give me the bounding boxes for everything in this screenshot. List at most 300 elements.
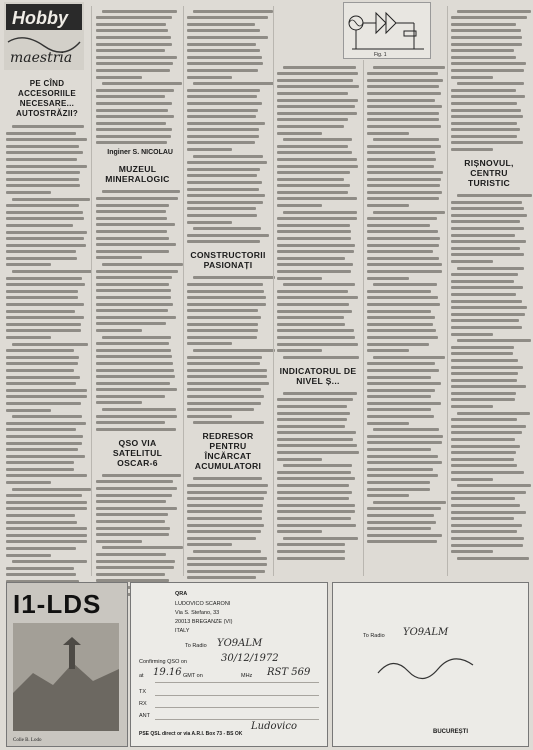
text-line bbox=[6, 494, 82, 497]
text-line bbox=[6, 263, 51, 266]
text-line bbox=[451, 471, 524, 474]
text-line bbox=[187, 323, 258, 326]
logo-subtitle: maestria bbox=[10, 50, 73, 66]
article-text-column6-top bbox=[451, 10, 527, 151]
text-line bbox=[367, 455, 438, 458]
qsl-photo bbox=[13, 623, 119, 731]
text-line bbox=[187, 168, 260, 171]
text-line bbox=[367, 244, 439, 247]
text-line bbox=[6, 224, 73, 227]
text-line bbox=[96, 29, 168, 32]
text-line bbox=[6, 145, 79, 148]
article-text-risnov bbox=[451, 194, 527, 560]
text-line bbox=[451, 372, 518, 375]
article-heading-muzeul: MUZEUL MINERALOGIC bbox=[105, 164, 170, 185]
text-line bbox=[6, 237, 84, 240]
qsl-callsign: I1-LDS bbox=[13, 589, 102, 619]
text-line bbox=[367, 362, 435, 365]
text-line bbox=[277, 112, 357, 115]
text-line bbox=[367, 92, 441, 95]
text-line bbox=[187, 201, 263, 204]
article-text-constructorii bbox=[187, 276, 269, 424]
text-line bbox=[367, 105, 442, 108]
text-line bbox=[367, 204, 409, 207]
text-line bbox=[187, 188, 259, 191]
text-line bbox=[96, 250, 169, 253]
text-line bbox=[451, 49, 514, 52]
text-line bbox=[96, 428, 176, 431]
text-line bbox=[451, 69, 524, 72]
text-line bbox=[367, 151, 435, 154]
text-line bbox=[451, 333, 493, 336]
column-divider bbox=[183, 6, 184, 576]
circuit-schematic bbox=[343, 2, 431, 59]
text-line bbox=[6, 554, 51, 557]
text-line bbox=[96, 89, 174, 92]
text-line bbox=[96, 210, 166, 213]
text-line bbox=[187, 115, 256, 118]
text-line bbox=[96, 480, 173, 483]
text-line bbox=[96, 69, 170, 72]
text-line bbox=[96, 513, 168, 516]
text-line bbox=[6, 138, 87, 141]
text-line bbox=[277, 310, 352, 313]
text-line bbox=[367, 310, 431, 313]
text-line bbox=[451, 201, 522, 204]
text-line bbox=[187, 510, 262, 513]
article-heading-indicator: INDICATORUL DE NIVEL Ș... bbox=[279, 365, 357, 386]
text-line bbox=[187, 484, 268, 487]
text-line bbox=[283, 283, 355, 286]
text-line bbox=[6, 567, 74, 570]
column-divider bbox=[91, 6, 92, 576]
text-line bbox=[283, 464, 352, 467]
article-text-qso-cont bbox=[187, 10, 269, 244]
text-line bbox=[96, 494, 172, 497]
text-line bbox=[6, 323, 81, 326]
text-line bbox=[187, 402, 261, 405]
qsl-photo-caption: Colle B. Lodo bbox=[13, 738, 42, 743]
text-line bbox=[6, 244, 86, 247]
text-line bbox=[6, 442, 82, 445]
text-line bbox=[451, 280, 514, 283]
text-line bbox=[277, 491, 352, 494]
text-line bbox=[187, 309, 258, 312]
text-line bbox=[187, 576, 256, 579]
text-line bbox=[277, 224, 350, 227]
text-line bbox=[367, 468, 433, 471]
text-line bbox=[451, 260, 493, 263]
text-line bbox=[96, 237, 169, 240]
text-line bbox=[283, 211, 357, 214]
qsl-address-3: ITALY bbox=[175, 628, 190, 634]
text-line bbox=[96, 507, 177, 510]
text-line bbox=[96, 62, 173, 65]
text-line bbox=[187, 356, 262, 359]
qsl-at-label: at bbox=[139, 673, 144, 679]
article-text-qso bbox=[96, 474, 179, 596]
text-line bbox=[457, 10, 531, 13]
text-line bbox=[96, 322, 166, 325]
text-line bbox=[457, 267, 524, 270]
text-line bbox=[187, 43, 256, 46]
text-line bbox=[367, 395, 431, 398]
text-line bbox=[451, 524, 522, 527]
text-line bbox=[96, 256, 142, 259]
text-line bbox=[277, 171, 350, 174]
text-line bbox=[187, 161, 267, 164]
text-line bbox=[451, 451, 516, 454]
text-line bbox=[193, 82, 274, 85]
text-line bbox=[96, 349, 171, 352]
column-2 bbox=[96, 6, 179, 601]
text-line bbox=[367, 296, 438, 299]
qsl-operator: LUDOVICO SCARONI bbox=[175, 601, 231, 607]
text-line bbox=[367, 132, 409, 135]
qsl-to-callsign: YO9ALM bbox=[217, 638, 263, 649]
text-line bbox=[96, 487, 177, 490]
text-line bbox=[187, 369, 267, 372]
text-line bbox=[102, 546, 183, 549]
text-line bbox=[373, 66, 445, 69]
text-line bbox=[457, 412, 530, 415]
text-line bbox=[6, 362, 78, 365]
text-line bbox=[102, 190, 180, 193]
text-line bbox=[277, 237, 351, 240]
text-line bbox=[451, 392, 516, 395]
text-line bbox=[277, 336, 355, 339]
qsl-confirming-label: Confirming QSO on bbox=[139, 659, 187, 665]
text-line bbox=[6, 132, 76, 135]
text-line bbox=[451, 273, 518, 276]
text-line bbox=[367, 343, 429, 346]
text-line bbox=[96, 520, 165, 523]
text-line bbox=[367, 85, 439, 88]
text-line bbox=[367, 270, 442, 273]
text-line bbox=[187, 135, 259, 138]
text-line bbox=[96, 527, 170, 530]
text-line bbox=[96, 540, 142, 543]
text-line bbox=[451, 385, 526, 388]
text-line bbox=[96, 230, 167, 233]
text-line bbox=[451, 352, 513, 355]
text-line bbox=[12, 488, 91, 491]
text-line bbox=[6, 507, 87, 510]
qsl-signature: Ludovico bbox=[251, 721, 297, 732]
text-line bbox=[367, 197, 439, 200]
text-line bbox=[277, 204, 322, 207]
text-line bbox=[367, 494, 409, 497]
text-line bbox=[451, 537, 524, 540]
text-line bbox=[6, 461, 74, 464]
text-line bbox=[6, 217, 84, 220]
text-line bbox=[451, 504, 520, 507]
text-line bbox=[457, 339, 531, 342]
qsl-card-report bbox=[130, 582, 328, 747]
text-line bbox=[451, 517, 514, 520]
text-line bbox=[451, 418, 517, 421]
text-line bbox=[367, 376, 431, 379]
text-line bbox=[187, 491, 267, 494]
text-line bbox=[367, 402, 441, 405]
text-line bbox=[451, 438, 515, 441]
text-line bbox=[451, 234, 515, 237]
text-line bbox=[6, 514, 75, 517]
text-line bbox=[6, 336, 51, 339]
text-line bbox=[451, 306, 527, 309]
text-line bbox=[96, 289, 171, 292]
text-line bbox=[96, 500, 166, 503]
qsl-rx-label: RX bbox=[139, 701, 147, 707]
text-line bbox=[6, 283, 85, 286]
text-line bbox=[367, 527, 431, 530]
text-line bbox=[187, 234, 269, 237]
qsl-qra-label: QRA bbox=[175, 591, 188, 597]
text-line bbox=[277, 178, 344, 181]
text-line bbox=[96, 135, 171, 138]
text-line bbox=[277, 550, 345, 553]
text-line bbox=[187, 497, 264, 500]
article-text-accesorii bbox=[6, 125, 88, 583]
text-line bbox=[193, 227, 261, 230]
text-line bbox=[451, 148, 493, 151]
text-line bbox=[187, 415, 232, 418]
column-divider bbox=[447, 6, 448, 576]
text-line bbox=[451, 550, 493, 553]
text-line bbox=[277, 398, 353, 401]
text-line bbox=[187, 174, 257, 177]
text-line bbox=[193, 477, 262, 480]
text-line bbox=[367, 250, 433, 253]
text-line bbox=[187, 329, 258, 332]
text-line bbox=[367, 257, 439, 260]
column-3 bbox=[187, 6, 269, 591]
text-line bbox=[451, 36, 522, 39]
text-line bbox=[187, 181, 262, 184]
text-line bbox=[277, 477, 355, 480]
text-line bbox=[451, 240, 526, 243]
text-line bbox=[367, 534, 442, 537]
text-line bbox=[277, 99, 358, 102]
text-line bbox=[96, 395, 165, 398]
text-line bbox=[96, 270, 178, 273]
text-line bbox=[277, 329, 354, 332]
text-line bbox=[277, 497, 349, 500]
text-line bbox=[6, 402, 81, 405]
text-line bbox=[451, 431, 522, 434]
text-line bbox=[187, 362, 260, 365]
text-line bbox=[277, 92, 348, 95]
text-line bbox=[6, 178, 79, 181]
text-line bbox=[373, 211, 445, 214]
text-line bbox=[367, 112, 439, 115]
text-line bbox=[96, 309, 168, 312]
text-line bbox=[6, 250, 76, 253]
text-line bbox=[367, 263, 442, 266]
qsl-ant-label: ANT bbox=[139, 713, 150, 719]
text-line bbox=[451, 530, 517, 533]
text-line bbox=[96, 303, 173, 306]
text-line bbox=[6, 540, 87, 543]
text-line bbox=[6, 191, 51, 194]
text-line bbox=[96, 329, 142, 332]
text-line bbox=[277, 105, 355, 108]
text-line bbox=[96, 76, 142, 79]
text-line bbox=[277, 250, 354, 253]
text-line bbox=[6, 329, 81, 332]
text-line bbox=[187, 89, 260, 92]
qsl-rst: RST 569 bbox=[267, 667, 311, 678]
text-line bbox=[373, 138, 439, 141]
text-line bbox=[96, 553, 166, 556]
text-line bbox=[451, 128, 520, 131]
text-line bbox=[451, 346, 514, 349]
text-line bbox=[187, 382, 269, 385]
text-line bbox=[96, 316, 176, 319]
text-line bbox=[187, 543, 232, 546]
text-line bbox=[187, 69, 258, 72]
text-line bbox=[451, 464, 517, 467]
text-line bbox=[96, 197, 178, 200]
text-line bbox=[367, 369, 439, 372]
text-line bbox=[277, 244, 355, 247]
text-line bbox=[277, 484, 349, 487]
qsl-card-2 bbox=[332, 582, 529, 747]
article-heading-risnov: RIȘNOVUL, CENTRU TURISTIC bbox=[464, 158, 514, 189]
text-line bbox=[6, 468, 74, 471]
text-line bbox=[6, 290, 78, 293]
text-line bbox=[96, 122, 166, 125]
qsl2-footer: BUCUREȘTI bbox=[433, 729, 469, 735]
text-line bbox=[6, 573, 76, 576]
text-line bbox=[367, 329, 436, 332]
text-line bbox=[451, 43, 522, 46]
text-line bbox=[187, 221, 232, 224]
text-line bbox=[277, 184, 350, 187]
article-text-muzeul bbox=[96, 190, 179, 430]
text-line bbox=[187, 537, 256, 540]
text-line bbox=[367, 72, 438, 75]
text-line bbox=[6, 501, 87, 504]
text-line bbox=[187, 336, 257, 339]
text-line bbox=[96, 401, 142, 404]
text-line bbox=[187, 342, 232, 345]
text-line bbox=[12, 343, 88, 346]
text-line bbox=[277, 303, 349, 306]
text-line bbox=[96, 362, 173, 365]
text-line bbox=[96, 573, 165, 576]
text-line bbox=[187, 296, 266, 299]
text-line bbox=[283, 537, 358, 540]
text-line bbox=[451, 491, 526, 494]
text-line bbox=[367, 217, 437, 220]
text-line bbox=[451, 445, 520, 448]
text-line bbox=[367, 237, 440, 240]
text-line bbox=[187, 95, 257, 98]
text-line bbox=[187, 530, 261, 533]
text-line bbox=[367, 125, 441, 128]
text-line bbox=[96, 109, 168, 112]
text-line bbox=[6, 474, 87, 477]
text-line bbox=[367, 540, 437, 543]
text-line bbox=[277, 425, 345, 428]
text-line bbox=[6, 389, 87, 392]
text-line bbox=[277, 277, 322, 280]
text-line bbox=[283, 66, 356, 69]
qsl-tx-label: TX bbox=[139, 689, 147, 695]
text-line bbox=[187, 504, 263, 507]
text-line bbox=[12, 270, 92, 273]
text-line bbox=[193, 421, 264, 424]
text-line bbox=[6, 455, 85, 458]
text-line bbox=[367, 224, 430, 227]
qsl-time: 19.16 bbox=[153, 667, 182, 678]
text-line bbox=[367, 165, 434, 168]
text-line bbox=[6, 481, 51, 484]
text-line bbox=[367, 336, 438, 339]
text-line bbox=[96, 342, 169, 345]
text-line bbox=[367, 99, 435, 102]
text-line bbox=[96, 355, 172, 358]
text-line bbox=[277, 85, 359, 88]
article-text-redresor bbox=[187, 477, 269, 586]
text-line bbox=[451, 319, 519, 322]
text-line bbox=[367, 178, 441, 181]
text-line bbox=[6, 422, 86, 425]
text-line bbox=[367, 171, 443, 174]
text-line bbox=[6, 303, 84, 306]
text-line bbox=[367, 408, 431, 411]
logo-title: Hobby bbox=[12, 8, 68, 28]
text-line bbox=[6, 527, 87, 530]
qsl-pse-tnx: PSE QSL direct or via A.R.I. Box 73 - BS OK bbox=[139, 731, 243, 737]
text-line bbox=[451, 544, 523, 547]
text-line bbox=[367, 415, 434, 418]
column-divider bbox=[273, 6, 274, 576]
text-line bbox=[367, 441, 442, 444]
text-line bbox=[277, 296, 358, 299]
text-line bbox=[277, 349, 322, 352]
text-line bbox=[6, 435, 83, 438]
text-line bbox=[96, 533, 169, 536]
text-line bbox=[6, 204, 79, 207]
text-line bbox=[6, 184, 80, 187]
text-line bbox=[277, 543, 345, 546]
text-line bbox=[96, 369, 174, 372]
text-line bbox=[367, 277, 409, 280]
text-line bbox=[102, 10, 177, 13]
article-text-indicator bbox=[277, 392, 359, 560]
column-5 bbox=[367, 62, 443, 548]
qsl-to-radio-label: To Radio bbox=[185, 643, 207, 649]
text-line bbox=[6, 316, 84, 319]
text-line bbox=[187, 128, 259, 131]
qsl-date: 30/12/1972 bbox=[221, 653, 279, 664]
text-line bbox=[457, 82, 524, 85]
magazine-logo bbox=[4, 2, 84, 70]
text-line bbox=[6, 521, 77, 524]
text-line bbox=[451, 286, 523, 289]
text-line bbox=[277, 412, 350, 415]
text-line bbox=[96, 415, 177, 418]
text-line bbox=[193, 276, 275, 279]
article-heading-constructorii: CONSTRUCTORII PASIONAȚI bbox=[190, 250, 266, 271]
text-line bbox=[96, 296, 171, 299]
qsl-card-photo-side bbox=[6, 582, 128, 747]
text-line bbox=[283, 138, 352, 141]
article-text-indicator-cont bbox=[367, 66, 443, 544]
text-line bbox=[96, 421, 165, 424]
